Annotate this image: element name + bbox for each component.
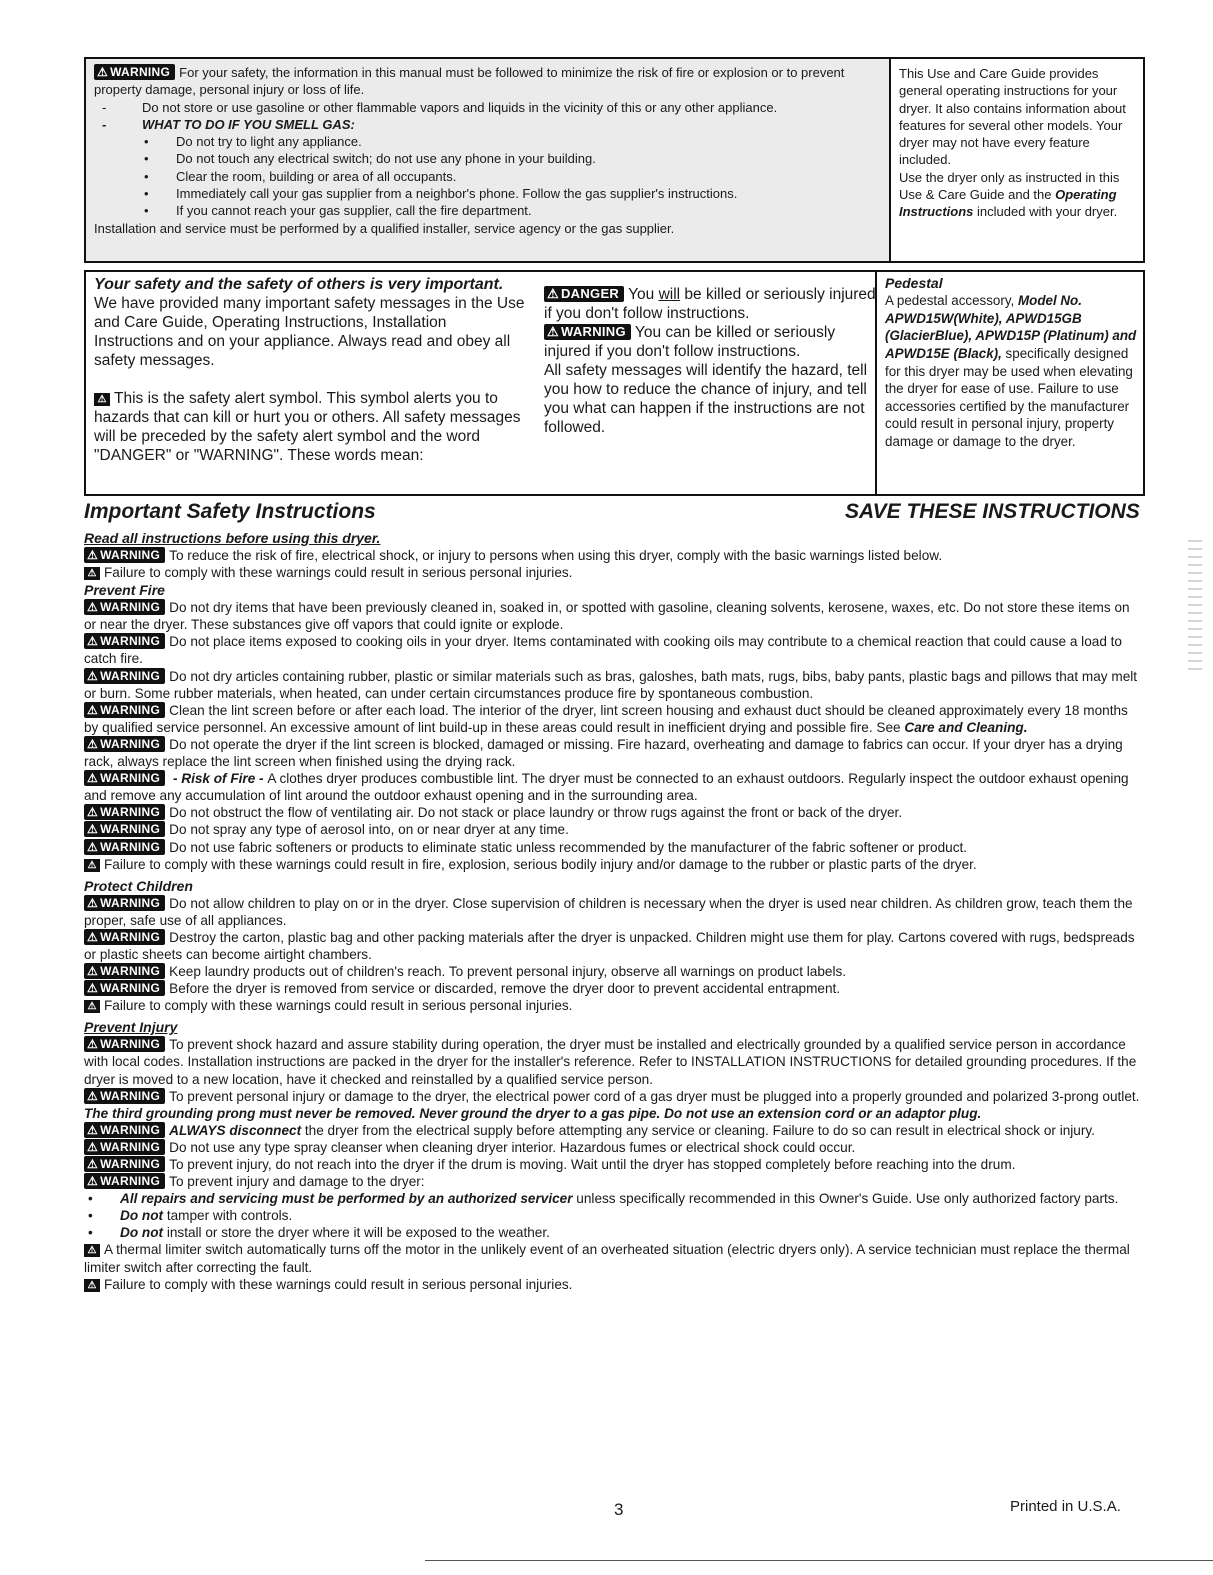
warning-badge: ⚠ WARNING [94, 64, 175, 80]
warning-badge: ⚠ WARNING [84, 1122, 165, 1138]
warning-text: ⚠ WARNING You can be killed or seriously injured if you don't follow instructions. [544, 324, 836, 360]
warning-badge: ⚠ WARNING [84, 929, 165, 945]
warning-badge: ⚠ WARNING [84, 839, 165, 855]
gas-warning-item: - Do not store or use gasoline or other flammable vapors and liquids in the vicinity of this or any other appliance. [94, 99, 881, 116]
warning-badge: ⚠ WARNING [544, 324, 631, 340]
warning-item: ⚠ WARNING Do not use fabric softeners or products to eliminate static unless recommended by the manufacturer of the fabric softener or product. [84, 839, 1144, 856]
warning-item: ⚠ WARNING ALWAYS disconnect the dryer from the electrical supply before attempting any service or cleaning. Failure to do so can result in electrical shock or injury. [84, 1122, 1144, 1139]
warning-badge: ⚠ WARNING [84, 1139, 165, 1155]
warning-badge: ⚠ WARNING [84, 770, 165, 786]
gas-bullet: • Do not touch any electrical switch; do not use any phone in your building. [94, 150, 881, 167]
safety-alert-icon: ⚠ [84, 859, 100, 872]
printed-label: Printed in U.S.A. [1010, 1498, 1121, 1515]
smell-gas-heading: - WHAT TO DO IF YOU SMELL GAS: [94, 116, 881, 133]
safety-alert-icon: ⚠ [84, 1000, 100, 1013]
warning-item: ⚠ WARNING Before the dryer is removed from service or discarded, remove the dryer door to prevent accidental entrapment. [84, 980, 1144, 997]
warning-item: ⚠ WARNING Do not obstruct the flow of ventilating air. Do not stack or place laundry or throw rugs against the front or back of the dryer. [84, 804, 1144, 821]
safety-alert-icon: ⚠ [94, 393, 110, 406]
pedestal-title: Pedestal [885, 275, 943, 291]
failure-note: ⚠ Failure to comply with these warnings could result in fire, explosion, serious bodily injury and/or damage to the rubber or plastic parts of the dryer. [84, 856, 1144, 873]
failure-note: ⚠ Failure to comply with these warnings could result in serious personal injuries. [84, 564, 1144, 581]
read-all-heading: Read all instructions before using this dryer. [84, 530, 381, 546]
pedestal-text: A pedestal accessory, Model No. APWD15W(White), APWD15GB (GlacierBlue), APWD15P (Platinum) and APWD15E (Black), specifically designed for this dryer may be used when elevating the dryer for ease of use. Failure to use accessories certified by the manufacturer could result in personal injury, property damage or damage to the dryer. [885, 293, 1137, 450]
safety-alert-icon: ⚠ [84, 1279, 100, 1292]
failure-note: ⚠ Failure to comply with these warnings could result in serious personal injuries. [84, 997, 1144, 1014]
warning-item: ⚠ WARNING Do not operate the dryer if the lint screen is blocked, damaged or missing. Fire hazard, overheating and damage to fabrics can occur. If your dryer has a drying rack, always replace the lint screen when finished using the drying rack. [84, 736, 1123, 770]
warning-item: ⚠ WARNING Do not place items exposed to cooking oils in your dryer. Items contaminated with cooking oils may contribute to a chemical reaction that could cause a load to catch fire. [84, 634, 1122, 667]
gas-warning-intro: ⚠ WARNING For your safety, the information in this manual must be followed to minimize the risk of fire or explosion or to prevent property damage, personal injury or loss of life. [94, 65, 845, 98]
safety-alert-icon: ⚠ [84, 1244, 100, 1257]
warning-badge: ⚠ WARNING [84, 702, 165, 718]
danger-text: ⚠ DANGER You will be killed or seriously injured if you don't follow instructions. [544, 286, 876, 322]
safety-symbol-para: ⚠ This is the safety alert symbol. This symbol alerts you to hazards that can kill or hurt you or others. All safety messages will be preceded by the safety alert symbol and the word "DANGER" or "WARNING". These words mean: [94, 390, 521, 464]
guide-info-text: This Use and Care Guide provides general operating instructions for your dryer. It also contains information about features for several other models. Your dryer may not have every feature included. [899, 66, 1126, 168]
all-safety-text: All safety messages will identify the hazard, tell you how to reduce the chance of injury, and tell you what can happen if the instructions are not followed. [544, 362, 868, 436]
prevent-fire-heading: Prevent Fire [84, 582, 165, 599]
warning-badge: ⚠ WARNING [84, 980, 165, 996]
warning-item: ⚠ WARNING Do not dry articles containing rubber, plastic or similar materials such as bras, galoshes, bath mats, rugs, bibs, baby pants, plastic bags and pillows that may melt or burn. Some rubber materials, when heated, can under certain circumstances produce fire by spontaneous combustion. [84, 668, 1138, 701]
warning-item: ⚠ WARNING To prevent injury and damage to the dryer: [84, 1173, 1144, 1190]
warning-badge: ⚠ WARNING [84, 736, 165, 752]
gas-warning-box [84, 57, 891, 263]
warning-badge: ⚠ WARNING [84, 1156, 165, 1172]
danger-badge: ⚠ DANGER [544, 286, 624, 302]
page-number: 3 [614, 1500, 624, 1519]
prevent-injury-heading: Prevent Injury [84, 1019, 178, 1036]
warning-item: ⚠ WARNING Do not spray any type of aerosol into, on or near dryer at any time. [84, 821, 1144, 838]
warning-item: ⚠ WARNING Destroy the carton, plastic bag and other packing materials after the dryer is unpacked. Children might use them for play. Cartons covered with rugs, bedspreads or plastic sheets can become airtight chambers. [84, 929, 1135, 962]
warning-item: ⚠ WARNING Do not use any type spray cleanser when cleaning dryer interior. Hazardous fumes or electrical shock could occur. [84, 1139, 1144, 1156]
guide-info-box [891, 57, 1145, 263]
pedestal-box [877, 270, 1145, 496]
warning-badge: ⚠ WARNING [84, 668, 165, 684]
save-heading: SAVE THESE INSTRUCTIONS [845, 500, 1140, 523]
safety-instructions-body [84, 529, 1144, 1293]
safety-para: We have provided many important safety messages in the Use and Care Guide, Operating Instructions, Installation Instructions and on your appliance. Always read and obey all safety messages. [94, 295, 525, 369]
warning-badge: ⚠ WARNING [84, 821, 165, 837]
guide-info-text2: Use the dryer only as instructed in this Use & Care Guide and the Operating Instructions included with your dryer. [899, 169, 1120, 220]
safety-heading: Your safety and the safety of others is very important. [94, 276, 504, 293]
warning-badge: ⚠ WARNING [84, 895, 165, 911]
warning-item: ⚠ WARNING To reduce the risk of fire, electrical shock, or injury to persons when using this dryer, comply with the basic warnings listed below. [84, 547, 1144, 564]
warning-item: ⚠ WARNING Do not dry items that have been previously cleaned in, soaked in, or spotted with gasoline, cleaning solvents, kerosene, waxes, etc. Do not store these items on or near the dryer. These substances give off vapors that could ignite or explode. [84, 600, 1130, 633]
warning-item: ⚠ WARNING - Risk of Fire - A clothes dryer produces combustible lint. The dryer must be connected to an exhaust outdoors. Regularly inspect the outdoor exhaust opening and remove any accumulation of lint around the outdoor exhaust opening and in the surrounding area. [84, 771, 1129, 804]
bottom-rule [425, 1560, 1213, 1561]
gas-warning-footer: Installation and service must be performed by a qualified installer, service agency or the gas supplier. [94, 220, 675, 236]
safety-alert-icon: ⚠ [84, 567, 100, 580]
warning-item: ⚠ WARNING Do not allow children to play on or in the dryer. Close supervision of children is necessary when the dryer is used near children. As children grow, teach them the proper, safe use of all appliances. [84, 895, 1133, 928]
gas-bullet: • Clear the room, building or area of all occupants. [94, 168, 881, 185]
safety-box [84, 270, 877, 496]
bullet-item: • Do not install or store the dryer where it will be exposed to the weather. [84, 1224, 1144, 1241]
warning-item: ⚠ WARNING To prevent shock hazard and assure stability during operation, the dryer must be installed and electrically grounded by a qualified service person in accordance with local codes. Installation instructions are packed in the dryer for the installer's reference. Refer to INSTALLATION INSTRUCTIONS for detailed grounding procedures. If the dryer is moved to a new location, have it checked and reinstalled by a qualified service person. [84, 1037, 1137, 1087]
warning-badge: ⚠ WARNING [84, 963, 165, 979]
important-heading: Important Safety Instructions [84, 500, 376, 523]
warning-badge: ⚠ WARNING [84, 547, 165, 563]
protect-children-heading: Protect Children [84, 877, 193, 894]
warning-item: ⚠ WARNING Clean the lint screen before or after each load. The interior of the dryer, lint screen housing and exhaust duct should be cleaned approximately every 18 months by qualified service personnel. An excessive amount of lint build-up in these areas could result in inefficient drying and possible fire. See Care and Cleaning. [84, 702, 1128, 735]
scan-margin-mark [1188, 540, 1202, 670]
warning-item: ⚠ WARNING Keep laundry products out of children's reach. To prevent personal injury, observe all warnings on product labels. [84, 963, 1144, 980]
gas-bullet: • Immediately call your gas supplier from a neighbor's phone. Follow the gas supplier's instructions. [94, 185, 881, 202]
failure-note: ⚠ Failure to comply with these warnings could result in serious personal injuries. [84, 1276, 1144, 1293]
warning-item: ⚠ WARNING To prevent personal injury or damage to the dryer, the electrical power cord of a gas dryer must be plugged into a properly grounded and polarized 3-prong outlet. The third grounding prong must never be removed. Never ground the dryer to a gas pipe. Do not use an extension cord or an adaptor plug. [84, 1088, 1140, 1121]
warning-item: ⚠ WARNING To prevent injury, do not reach into the dryer if the drum is moving. Wait until the dryer has stopped completely before reaching into the drum. [84, 1156, 1144, 1173]
bullet-item: • All repairs and servicing must be performed by an authorized servicer unless specifically recommended in this Owner's Guide. Use only authorized factory parts. [84, 1190, 1144, 1207]
bullet-item: • Do not tamper with controls. [84, 1207, 1144, 1224]
gas-bullet: • Do not try to light any appliance. [94, 133, 881, 150]
gas-bullet: • If you cannot reach your gas supplier, call the fire department. [94, 202, 881, 219]
warning-badge: ⚠ WARNING [84, 1036, 165, 1052]
thermal-note: ⚠ A thermal limiter switch automatically turns off the motor in the unlikely event of an overheated situation (electric dryers only). A service technician must replace the thermal limiter switch after correcting the fault. [84, 1242, 1130, 1275]
warning-badge: ⚠ WARNING [84, 633, 165, 649]
warning-badge: ⚠ WARNING [84, 1173, 165, 1189]
warning-badge: ⚠ WARNING [84, 599, 165, 615]
warning-badge: ⚠ WARNING [84, 1088, 165, 1104]
warning-badge: ⚠ WARNING [84, 804, 165, 820]
